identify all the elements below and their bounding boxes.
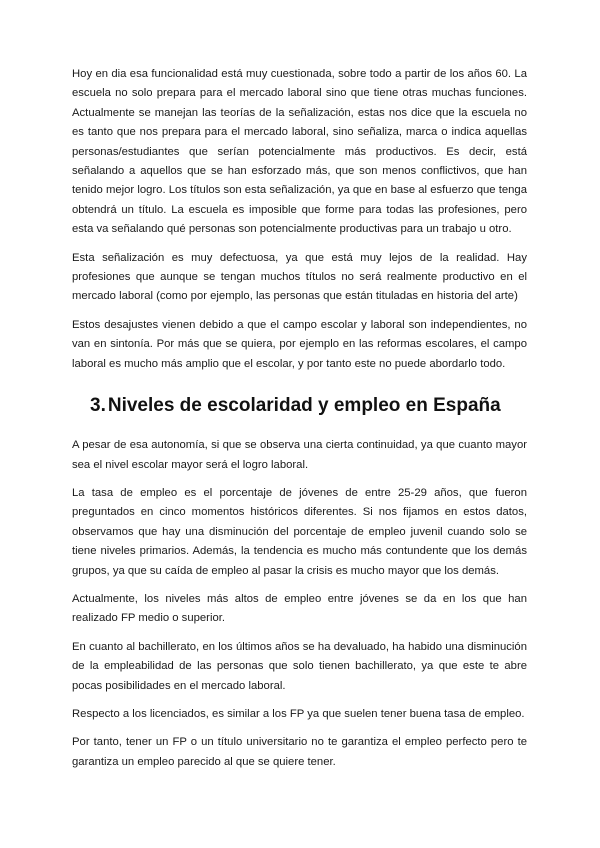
- paragraph: En cuanto al bachillerato, en los últimos años se ha devaluado, ha habido una disminución de la empleabilidad de las personas que solo tienen bachillerato, ya que este te abre pocas posibilidades en el mercado laboral.: [72, 640, 527, 692]
- section-number: 3.: [90, 395, 106, 417]
- paragraph: Hoy en dia esa funcionalidad está muy cuestionada, sobre todo a partir de los años 60. La escuela no solo prepara para el mercado laboral sino que tiene otras muchas funciones. Actualmente se manejan las teorías de la señalización, estas nos dice que la escuela no es tanto que nos prepara para el mercado laboral, sino señaliza, marca o indica aquellas personas/estudiantes que serían potencialmente más productivos. Es decir, está señalando a aquellos que se han esforzado más, que son menos conflictivos, que han tenido mejor logro. Los títulos son esta señalización, ya que en base al esfuerzo que tenga obtendrá un título. La escuela es imposible que forme para todas las profesiones, pero esta va señalando qué personas son potencialmente productivas para un trabajo u otro.: [72, 68, 527, 236]
- paragraph: Actualmente, los niveles más altos de empleo entre jóvenes se da en los que han realizado FP medio o superior.: [72, 592, 527, 625]
- paragraph: A pesar de esa autonomía, si que se observa una cierta continuidad, ya que cuanto mayor sea el nivel escolar mayor será el logro laboral.: [72, 439, 527, 471]
- document-body: [72, 65, 527, 781]
- paragraph: Estos desajustes vienen debido a que el campo escolar y laboral son independientes, no van en sintonía. Por más que se quiera, por ejemplo en las reformas escolares, el campo laboral es mucho más amplio que el escolar, y por tanto este no puede abordarlo todo.: [72, 318, 527, 370]
- paragraph: Respecto a los licenciados, es similar a los FP ya que suelen tener buena tasa de empleo.: [72, 707, 525, 720]
- paragraph: Esta señalización es muy defectuosa, ya que está muy lejos de la realidad. Hay profesiones que aunque se tengan muchos títulos no será realmente productivo en el mercado laboral (como por ejemplo, las personas que están tituladas en historia del arte): [72, 251, 527, 303]
- paragraph: La tasa de empleo es el porcentaje de jóvenes de entre 25-29 años, que fueron preguntados en cinco momentos históricos diferentes. Si nos fijamos en estos datos, observamos que hay una disminución del porcentaje de empleo juvenil cuando solo se tiene niveles primarios. Además, la tendencia es mucho más contundente que los demás grupos, ya que su caída de empleo al pasar la crisis es mucho mayor que los demás.: [72, 486, 527, 577]
- paragraph: Por tanto, tener un FP o un título universitario no te garantiza el empleo perfecto pero te garantiza un empleo parecido al que se quiere tener.: [72, 736, 527, 768]
- section-heading: [90, 394, 527, 418]
- section-title: Niveles de escolaridad y empleo en España: [107, 395, 501, 417]
